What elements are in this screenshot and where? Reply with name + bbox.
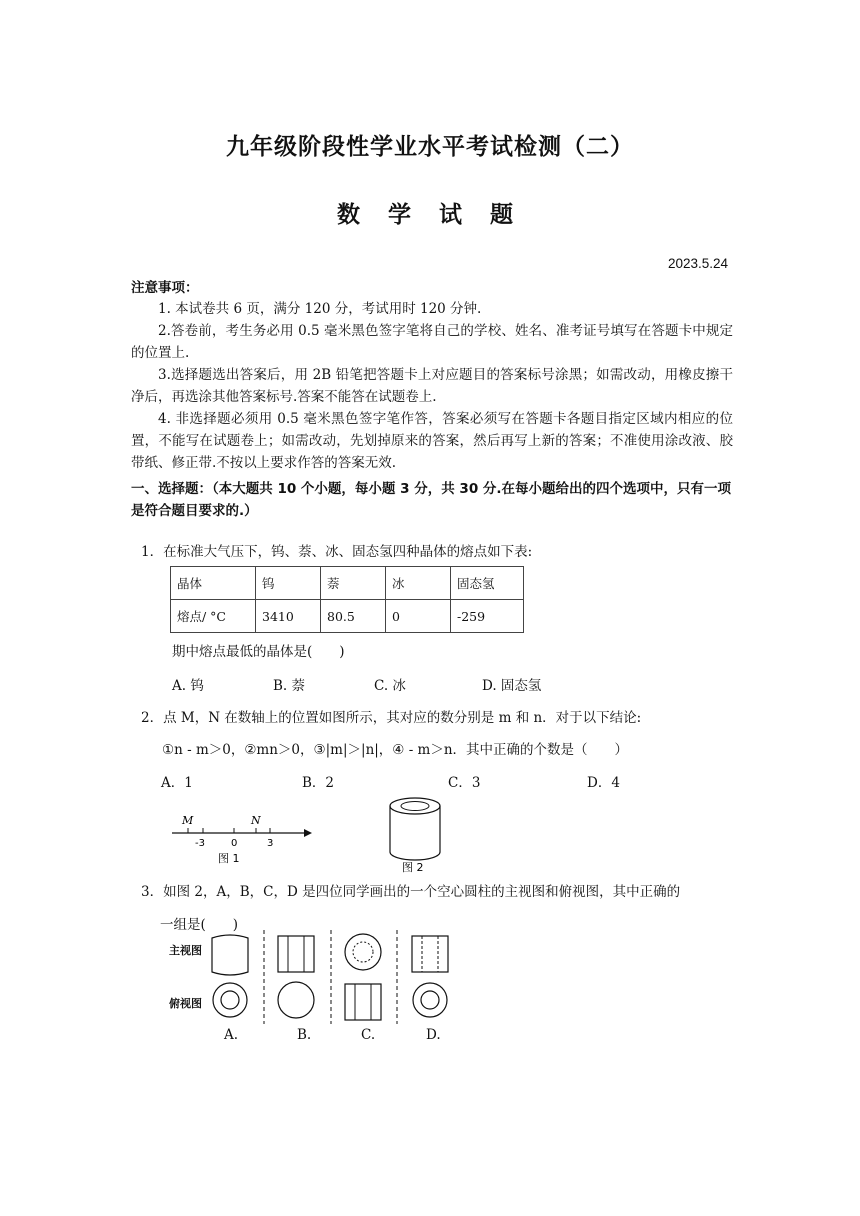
front-view-label: 主视图 [169, 944, 202, 957]
option-a-top-inner [221, 991, 239, 1009]
option-a-top-outer [213, 983, 247, 1017]
table-row [171, 600, 524, 633]
q1-stem: 1．在标准大气压下，钨、萘、冰、固态氢四种晶体的熔点如下表: [141, 544, 533, 560]
q3-stem-continued: 一组是( ) [160, 917, 239, 933]
fig2-caption: 图 2 [402, 861, 424, 874]
table-cell: 钨 [256, 567, 321, 600]
label-3: 3 [267, 838, 274, 849]
q3-option-d: D. [426, 1027, 441, 1043]
option-c-top-view [345, 984, 381, 1020]
hollow-cylinder-figure [380, 792, 450, 874]
q2-option-b: B．2 [302, 775, 335, 791]
option-c-front-outer [345, 934, 381, 970]
q2-option-c: C．3 [448, 775, 481, 791]
notice-item-3: 3.选择题选出答案后，用 2B 铅笔把答题卡上对应题目的答案标号涂黑；如需改动，用橡皮擦干净后，再选涂其他答案标号.答案不能答在试题卷上. [131, 367, 733, 405]
label-0: 0 [231, 838, 238, 849]
option-d-top-outer [413, 983, 447, 1017]
label-m: M [182, 814, 194, 827]
table-cell: 固态氢 [451, 567, 524, 600]
option-d-top-inner [421, 991, 439, 1009]
views-figure [200, 928, 460, 1024]
q1-option-a: A. 钨 [172, 678, 204, 694]
label-neg3: -3 [195, 838, 205, 849]
table-cell: 熔点/ °C [171, 600, 256, 633]
table-cell: 0 [386, 600, 451, 633]
option-b-top-view [278, 982, 314, 1018]
q1-question: 期中熔点最低的晶体是( ) [172, 644, 345, 660]
option-a-front-view [212, 935, 248, 975]
fig1-caption: 图 1 [218, 852, 240, 865]
exam-subtitle: 数 学 试 题 [336, 202, 524, 228]
number-line-figure [170, 810, 320, 866]
option-c-front-inner [353, 942, 373, 962]
melting-point-table [170, 566, 524, 633]
table-cell: 冰 [386, 567, 451, 600]
option-d-front-view [412, 936, 448, 972]
notice-item-2: 2.答卷前，考生务必用 0.5 毫米黑色签字笔将自己的学校、姓名、准考证号填写在答题卡中规定的位置上. [131, 323, 733, 361]
q2-option-d: D．4 [587, 775, 620, 791]
q1-option-b: B. 萘 [273, 678, 306, 694]
q3-option-b: B. [297, 1027, 312, 1043]
notice-item-1: 1. 本试卷共 6 页，满分 120 分，考试用时 120 分钟. [158, 301, 482, 317]
label-n: N [251, 814, 261, 827]
q3-option-c: C. [361, 1027, 376, 1043]
q3-option-a: A. [224, 1027, 239, 1043]
table-cell: 80.5 [321, 600, 386, 633]
cylinder-inner-ellipse [401, 802, 429, 811]
exam-date: 2023.5.24 [667, 256, 728, 271]
q2-option-a: A．1 [161, 775, 193, 791]
q1-option-d: D. 固态氢 [482, 678, 542, 694]
q2-conclusions: ①n - m＞0，②mn＞0，③|m|＞|n|，④ - m＞n．其中正确的个数是（ ） [162, 742, 629, 758]
top-view-label: 俯视图 [169, 997, 202, 1010]
q2-stem: 2．点 M，N 在数轴上的位置如图所示，其对应的数分别是 m 和 n．对于以下结论: [141, 710, 642, 726]
table-cell: 晶体 [171, 567, 256, 600]
option-b-front-view [278, 936, 314, 972]
q3-stem: 3．如图 2，A，B，C，D 是四位同学画出的一个空心圆柱的主视图和俯视图，其中正确的 [141, 884, 681, 900]
table-cell: -259 [451, 600, 524, 633]
arrow-icon [304, 829, 312, 837]
table-cell: 3410 [256, 600, 321, 633]
cylinder-top-ellipse [390, 798, 440, 814]
notice-item-4: 4. 非选择题必须用 0.5 毫米黑色签字笔作答，答案必须写在答题卡各题目指定区域内相应的位置，不能写在试题卷上；如需改动，先划掉原来的答案，然后再写上新的答案；不准使用涂改液、胶带纸、修正带.不按以上要求作答的答案无效. [131, 411, 733, 471]
table-header-row [171, 567, 524, 600]
q1-option-c: C. 冰 [374, 678, 406, 694]
table-cell: 萘 [321, 567, 386, 600]
section-1-heading: 一、选择题：（本大题共 10 个小题，每小题 3 分，共 30 分.在每小题给出的四个选项中，只有一项是符合题目要求的.） [131, 481, 732, 519]
notice-heading: 注意事项： [131, 280, 199, 296]
exam-title: 九年级阶段性学业水平考试检测（二） [226, 134, 634, 160]
